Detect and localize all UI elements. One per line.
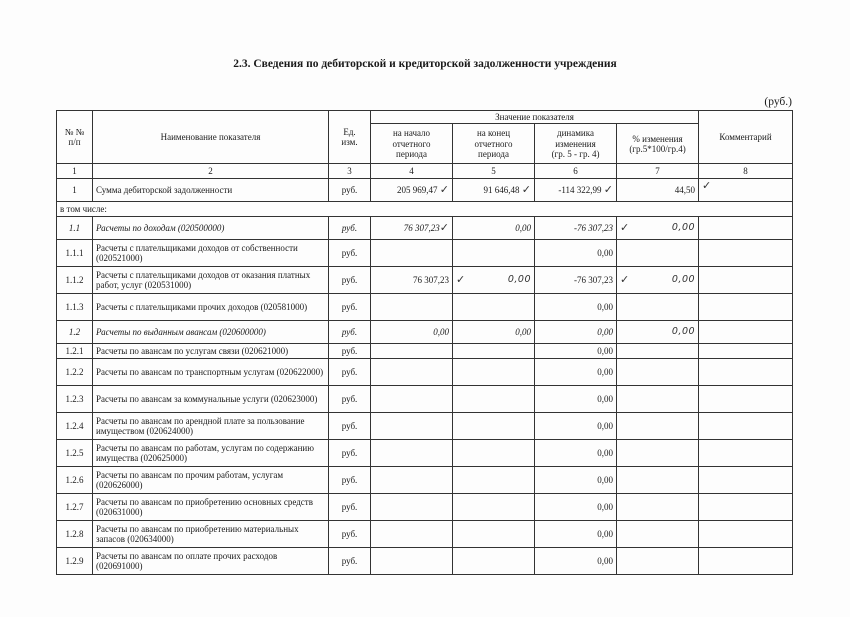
row-percent — [617, 294, 699, 321]
row-comment — [699, 521, 793, 548]
row-unit: руб. — [329, 548, 371, 575]
row-end: 0,00 — [453, 217, 535, 240]
row-percent — [617, 344, 699, 359]
row-name: Расчеты с плательщиками доходов от собственности (020521000) — [93, 240, 329, 267]
row-num: 1.2.7 — [57, 494, 93, 521]
row-start — [371, 359, 453, 386]
row-percent — [617, 521, 699, 548]
header-comment: Комментарий — [699, 111, 793, 164]
row-name: Расчеты по авансам по услугам связи (020621000) — [93, 344, 329, 359]
row-dynamics: 0,00 — [535, 548, 617, 575]
row-start: 76 307,23 — [371, 267, 453, 294]
row-unit: руб. — [329, 217, 371, 240]
row-start — [371, 467, 453, 494]
table-row — [57, 294, 793, 321]
row-name: Расчеты по авансам по работам, услугам по содержанию имущества (020625000) — [93, 440, 329, 467]
row-dynamics: 0,00 — [535, 386, 617, 413]
check-mark-icon: ✓ — [439, 221, 449, 235]
row-end — [453, 344, 535, 359]
handwritten-value: 0,00 — [671, 273, 696, 285]
row-end — [453, 413, 535, 440]
unit-note: (руб.) — [764, 96, 792, 108]
row-name: Сумма дебиторской задолженности — [93, 179, 329, 202]
col-number: 5 — [453, 164, 535, 179]
row-percent — [617, 467, 699, 494]
row-num: 1.1.3 — [57, 294, 93, 321]
row-unit: руб. — [329, 440, 371, 467]
table-row — [57, 240, 793, 267]
row-num: 1.2.3 — [57, 386, 93, 413]
row-num: 1.2.2 — [57, 359, 93, 386]
row-percent — [617, 359, 699, 386]
check-mark-icon: ✓ — [521, 183, 531, 197]
row-name: Расчеты по выданным авансам (020600000) — [93, 321, 329, 344]
table-row — [57, 359, 793, 386]
section-title: 2.3. Сведения по дебиторской и кредиторской задолженности учреждения — [233, 58, 617, 70]
table-row — [57, 386, 793, 413]
row-percent — [617, 240, 699, 267]
row-dynamics: 0,00 — [535, 494, 617, 521]
row-percent — [617, 321, 699, 344]
row-comment — [699, 467, 793, 494]
row-end — [453, 240, 535, 267]
row-dynamics: 0,00 — [535, 240, 617, 267]
row-dynamics: 0,00 — [535, 467, 617, 494]
row-unit: руб. — [329, 494, 371, 521]
row-name: Расчеты с плательщиками прочих доходов (020581000) — [93, 294, 329, 321]
header-start: на начало отчетного периода — [371, 124, 453, 164]
row-percent — [617, 494, 699, 521]
check-mark-icon: ✓ — [620, 221, 630, 235]
row-start: 0,00 — [371, 321, 453, 344]
row-unit: руб. — [329, 179, 371, 202]
row-dynamics: 0,00 — [535, 344, 617, 359]
header-name: Наименование показателя — [93, 111, 329, 164]
row-start — [371, 413, 453, 440]
row-num: 1.2.1 — [57, 344, 93, 359]
row-comment — [699, 413, 793, 440]
row-end — [453, 359, 535, 386]
row-unit: руб. — [329, 344, 371, 359]
row-start — [371, 294, 453, 321]
row-unit: руб. — [329, 386, 371, 413]
row-unit: руб. — [329, 359, 371, 386]
row-name: Расчеты по авансам по транспортным услугам (020622000) — [93, 359, 329, 386]
col-number: 7 — [617, 164, 699, 179]
header-unit: Ед. изм. — [329, 111, 371, 164]
row-dynamics: -76 307,23 — [535, 217, 617, 240]
row-num: 1.2.9 — [57, 548, 93, 575]
row-percent — [617, 413, 699, 440]
row-percent — [617, 548, 699, 575]
row-num: 1.1.2 — [57, 267, 93, 294]
row-name: Расчеты по авансам по оплате прочих расходов (020691000) — [93, 548, 329, 575]
row-num: 1.2.5 — [57, 440, 93, 467]
row-dynamics: 0,00 — [535, 521, 617, 548]
row-end: 91 646,48 ✓ — [453, 179, 535, 202]
row-start — [371, 386, 453, 413]
row-dynamics: 0,00 — [535, 321, 617, 344]
row-num: 1.2.4 — [57, 413, 93, 440]
table-row — [57, 179, 793, 202]
row-end — [453, 494, 535, 521]
row-name: Расчеты по авансам по приобретению материальных запасов (020634000) — [93, 521, 329, 548]
row-name: Расчеты по авансам по приобретению основных средств (020631000) — [93, 494, 329, 521]
row-end — [453, 386, 535, 413]
row-dynamics: 0,00 — [535, 294, 617, 321]
row-dynamics: -114 322,99 ✓ — [535, 179, 617, 202]
row-dynamics: 0,00 — [535, 440, 617, 467]
row-name: Расчеты с плательщиками доходов от оказания платных работ, услуг (020531000) — [93, 267, 329, 294]
row-end — [453, 548, 535, 575]
row-dynamics: -76 307,23 — [535, 267, 617, 294]
row-start: 76 307,23✓ — [371, 217, 453, 240]
row-unit: руб. — [329, 267, 371, 294]
table-row — [57, 521, 793, 548]
table-row — [57, 344, 793, 359]
check-mark-icon: ✓ — [456, 273, 466, 287]
row-name: Расчеты по авансам по прочим работам, услугам (020626000) — [93, 467, 329, 494]
row-end — [453, 467, 535, 494]
row-percent — [617, 267, 699, 294]
row-name: Расчеты по авансам по арендной плате за пользование имуществом (020624000) — [93, 413, 329, 440]
row-start: 205 969,47 ✓ — [371, 179, 453, 202]
header-percent: % изменения (гр.5*100/гр.4) — [617, 124, 699, 164]
col-number: 3 — [329, 164, 371, 179]
row-start — [371, 440, 453, 467]
row-name: Расчеты по авансам за коммунальные услуги (020623000) — [93, 386, 329, 413]
row-unit: руб. — [329, 521, 371, 548]
row-percent: 44,50 — [617, 179, 699, 202]
row-dynamics: 0,00 — [535, 359, 617, 386]
row-num: 1.2.6 — [57, 467, 93, 494]
row-comment — [699, 267, 793, 294]
row-end — [453, 267, 535, 294]
check-mark-icon: ✓ — [620, 273, 630, 287]
including-label: в том числе: — [57, 202, 793, 217]
header-dynamics: динамика изменения (гр. 5 - гр. 4) — [535, 124, 617, 164]
row-end — [453, 521, 535, 548]
row-unit: руб. — [329, 321, 371, 344]
row-start — [371, 344, 453, 359]
handwritten-value: 0,00 — [507, 273, 531, 285]
handwritten-value: 0,00 — [671, 221, 696, 233]
table-row — [57, 494, 793, 521]
row-comment — [699, 179, 793, 202]
row-comment — [699, 240, 793, 267]
row-num: 1.1 — [57, 217, 93, 240]
receivables-table — [56, 110, 793, 575]
row-comment — [699, 294, 793, 321]
table-row — [57, 413, 793, 440]
header-value-group: Значение показателя — [371, 111, 699, 124]
row-start — [371, 548, 453, 575]
row-comment — [699, 548, 793, 575]
table-row — [57, 267, 793, 294]
check-mark-icon: ✓ — [603, 183, 613, 197]
row-comment — [699, 344, 793, 359]
check-mark-icon: ✓ — [702, 179, 712, 193]
check-mark-icon: ✓ — [439, 183, 449, 197]
table-row — [57, 548, 793, 575]
row-end — [453, 440, 535, 467]
col-number: 4 — [371, 164, 453, 179]
table-row — [57, 321, 793, 344]
row-end: 0,00 — [453, 321, 535, 344]
row-dynamics: 0,00 — [535, 413, 617, 440]
col-number: 6 — [535, 164, 617, 179]
row-start — [371, 494, 453, 521]
table-row — [57, 440, 793, 467]
row-unit: руб. — [329, 294, 371, 321]
row-start — [371, 240, 453, 267]
row-name: Расчеты по доходам (020500000) — [93, 217, 329, 240]
table-row — [57, 217, 793, 240]
row-num: 1.1.1 — [57, 240, 93, 267]
row-comment — [699, 386, 793, 413]
row-end — [453, 294, 535, 321]
col-number: 1 — [57, 164, 93, 179]
row-percent — [617, 386, 699, 413]
row-comment — [699, 359, 793, 386]
handwritten-value: 0,00 — [671, 326, 696, 338]
header-end: на конец отчетного периода — [453, 124, 535, 164]
row-start — [371, 521, 453, 548]
row-comment — [699, 440, 793, 467]
row-comment — [699, 321, 793, 344]
row-percent — [617, 440, 699, 467]
table-row — [57, 467, 793, 494]
row-num: 1.2.8 — [57, 521, 93, 548]
row-comment — [699, 494, 793, 521]
row-num: 1.2 — [57, 321, 93, 344]
col-number: 8 — [699, 164, 793, 179]
row-unit: руб. — [329, 240, 371, 267]
row-percent — [617, 217, 699, 240]
row-num: 1 — [57, 179, 93, 202]
header-num: № № п/п — [57, 111, 93, 164]
row-comment — [699, 217, 793, 240]
row-unit: руб. — [329, 467, 371, 494]
col-number: 2 — [93, 164, 329, 179]
row-unit: руб. — [329, 413, 371, 440]
